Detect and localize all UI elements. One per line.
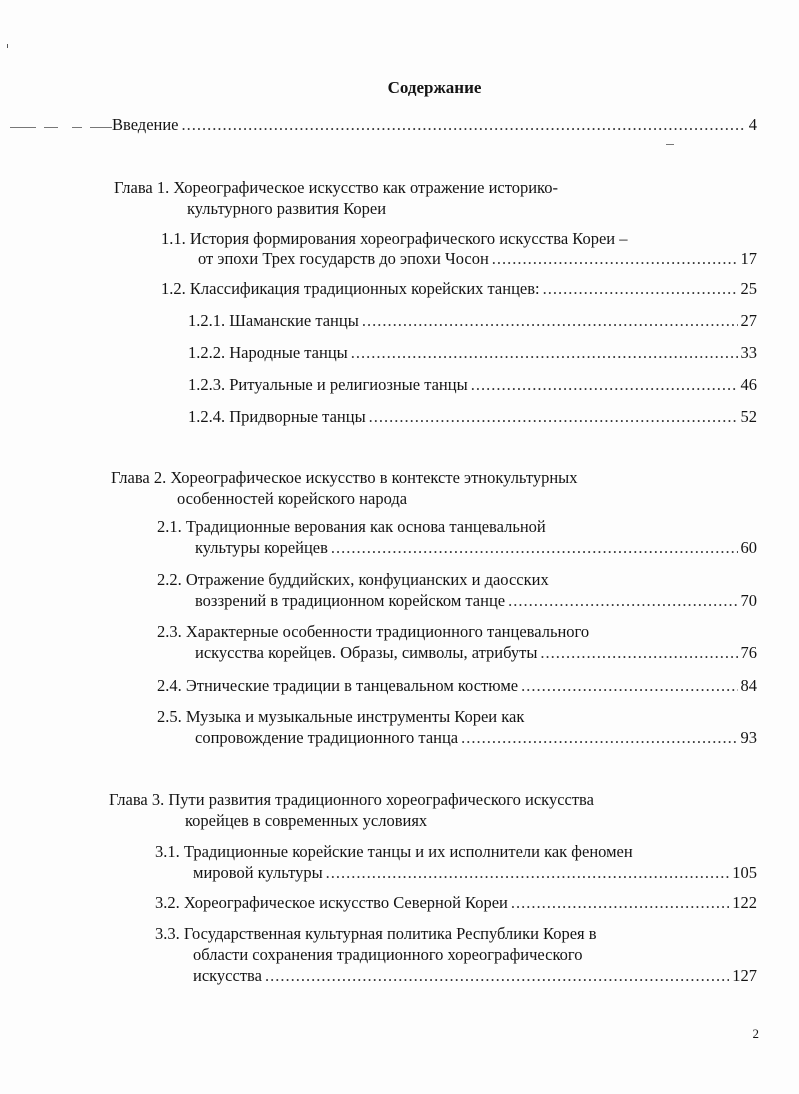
toc-page-number: 17 (740, 249, 757, 268)
toc-entry-label: 1.2.3. Ритуальные и религиозные танцы (188, 375, 468, 394)
toc-entry-1-2 (161, 279, 757, 299)
chapter-1-title: Глава 1. Хореографическое искусство как отражение историко- (114, 178, 558, 197)
toc-entry-1-2-2 (188, 343, 757, 363)
chapter-3-title-cont: корейцев в современных условиях (185, 811, 428, 830)
toc-page-number: 46 (740, 375, 757, 394)
toc-entry-label: искусства (193, 966, 262, 985)
section-2-5-title: 2.5. Музыка и музыкальные инструменты Кореи как (157, 707, 525, 726)
section-3-1-title: 3.1. Традиционные корейские танцы и их исполнители как феномен (155, 842, 633, 861)
toc-entry-2-4 (157, 676, 757, 696)
toc-leader-dots (369, 407, 738, 427)
chapter-2-title: Глава 2. Хореографическое искусство в контексте этнокультурных (111, 468, 578, 487)
toc-entry-label: мировой культуры (193, 863, 323, 882)
toc-leader-dots (182, 115, 746, 135)
toc-page-number: 70 (740, 591, 757, 610)
toc-entry-label: искусства корейцев. Образы, символы, атрибуты (195, 643, 538, 662)
toc-page-number: 33 (740, 343, 757, 362)
toc-leader-dots (508, 591, 737, 611)
scan-dash (44, 127, 58, 128)
toc-entry-1-2-1 (188, 311, 757, 331)
toc-entry-label: 1.2.1. Шаманские танцы (188, 311, 359, 330)
toc-entry-label: 1.2.4. Придворные танцы (188, 407, 366, 426)
scan-dash (72, 127, 82, 128)
toc-leader-dots (540, 643, 737, 663)
toc-leader-dots (362, 311, 738, 331)
toc-entry-label: сопровождение традиционного танца (195, 728, 459, 747)
toc-entry-3-3 (193, 966, 757, 986)
toc-entry-label: 1.2.2. Народные танцы (188, 343, 348, 362)
footer-page-number: 2 (752, 1026, 759, 1041)
chapter-1-title-cont: культурного развития Кореи (187, 199, 387, 218)
toc-entry-2-2 (195, 591, 757, 611)
toc-entry-label: Введение (112, 115, 179, 134)
toc-leader-dots (461, 728, 737, 748)
toc-leader-dots (521, 676, 737, 696)
chapter-3-title: Глава 3. Пути развития традиционного хореографического искусства (109, 790, 594, 809)
scan-dash (666, 144, 674, 145)
toc-entry-label: 3.2. Хореографическое искусство Северной Кореи (155, 893, 508, 912)
toc-entry-1-2-3 (188, 375, 757, 395)
toc-leader-dots (265, 966, 729, 986)
toc-page-number: 122 (732, 893, 757, 912)
toc-entry-3-2 (155, 893, 757, 913)
toc-entry-label: от эпохи Трех государств до эпохи Чосон (198, 249, 489, 268)
toc-entry-2-1 (195, 538, 757, 558)
section-2-3-title: 2.3. Характерные особенности традиционного танцевального (157, 622, 590, 641)
toc-entry-1-2-4 (188, 407, 757, 427)
toc-entry-intro (112, 115, 757, 135)
toc-page-number: 4 (748, 115, 757, 134)
toc-entry-label: культуры корейцев (195, 538, 328, 557)
toc-leader-dots (543, 279, 738, 299)
section-1-1-title: 1.1. История формирования хореографического искусства Кореи – (161, 229, 628, 248)
toc-page-number: 27 (740, 311, 757, 330)
toc-entry-label: 1.2. Классификация традиционных корейских танцев: (161, 279, 540, 298)
toc-leader-dots (326, 863, 730, 883)
page-title: Содержание (387, 78, 482, 97)
toc-leader-dots (331, 538, 738, 558)
toc-leader-dots (351, 343, 738, 363)
toc-page-number: 76 (740, 643, 757, 662)
toc-leader-dots (511, 893, 729, 913)
toc-entry-1-1 (198, 249, 757, 269)
toc-entry-2-3 (195, 643, 757, 663)
toc-page-number: 105 (732, 863, 757, 882)
toc-entry-3-1 (193, 863, 757, 883)
toc-page-number: 60 (740, 538, 757, 557)
section-2-1-title: 2.1. Традиционные верования как основа танцевальной (157, 517, 546, 536)
toc-leader-dots (492, 249, 738, 269)
toc-leader-dots (471, 375, 738, 395)
scan-dash (90, 127, 112, 128)
toc-page-number: 84 (740, 676, 757, 695)
toc-entry-label: воззрений в традиционном корейском танце (195, 591, 506, 610)
toc-page-number: 25 (740, 279, 757, 298)
section-3-3-title-cont: области сохранения традиционного хореографического (193, 945, 583, 964)
toc-page-number: 93 (740, 728, 757, 747)
section-2-2-title: 2.2. Отражение буддийских, конфуцианских и даосских (157, 570, 549, 589)
toc-page-number: 127 (732, 966, 757, 985)
section-3-3-title: 3.3. Государственная культурная политика Республики Корея в (155, 924, 597, 943)
toc-entry-2-5 (195, 728, 757, 748)
toc-page-number: 52 (740, 407, 757, 426)
toc-entry-label: 2.4. Этнические традиции в танцевальном костюме (157, 676, 519, 695)
chapter-2-title-cont: особенностей корейского народа (177, 489, 408, 508)
scan-speck (7, 44, 8, 48)
scan-dash (10, 127, 36, 128)
